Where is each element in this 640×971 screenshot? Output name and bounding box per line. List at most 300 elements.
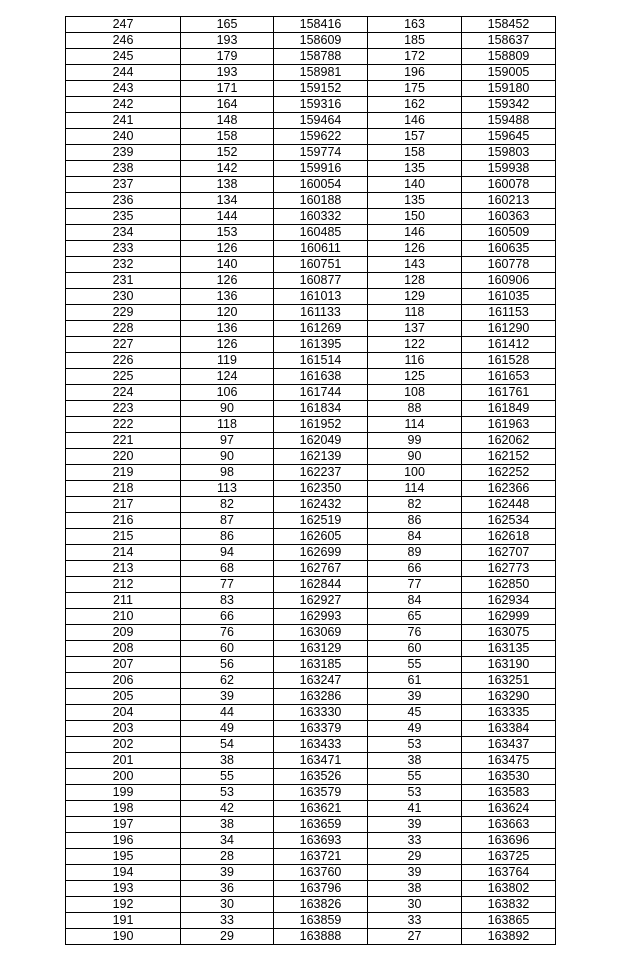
count-cell: 53	[181, 785, 274, 801]
score-cell: 192	[66, 897, 181, 913]
table-row	[66, 577, 556, 593]
count-cell-2: 146	[368, 113, 462, 129]
count-cell: 126	[181, 241, 274, 257]
table-row	[66, 225, 556, 241]
cumulative-cell-2: 159645	[462, 129, 556, 145]
score-cell: 228	[66, 321, 181, 337]
table-row	[66, 65, 556, 81]
count-cell-2: 53	[368, 785, 462, 801]
score-cell: 232	[66, 257, 181, 273]
cumulative-cell-2: 163764	[462, 865, 556, 881]
count-cell: 49	[181, 721, 274, 737]
cumulative-cell-2: 163865	[462, 913, 556, 929]
cumulative-cell: 161834	[274, 401, 368, 417]
table-row	[66, 385, 556, 401]
cumulative-cell-2: 163832	[462, 897, 556, 913]
cumulative-cell: 160611	[274, 241, 368, 257]
count-cell: 97	[181, 433, 274, 449]
cumulative-cell-2: 163335	[462, 705, 556, 721]
count-cell-2: 45	[368, 705, 462, 721]
count-cell: 142	[181, 161, 274, 177]
cumulative-cell: 162237	[274, 465, 368, 481]
count-cell: 126	[181, 337, 274, 353]
count-cell: 39	[181, 865, 274, 881]
count-cell-2: 55	[368, 769, 462, 785]
count-cell: 68	[181, 561, 274, 577]
table-row	[66, 513, 556, 529]
count-cell-2: 38	[368, 881, 462, 897]
cumulative-cell-2: 162773	[462, 561, 556, 577]
count-cell: 77	[181, 577, 274, 593]
score-cell: 220	[66, 449, 181, 465]
score-cell: 205	[66, 689, 181, 705]
score-cell: 206	[66, 673, 181, 689]
cumulative-cell-2: 163725	[462, 849, 556, 865]
count-cell: 193	[181, 65, 274, 81]
count-cell: 60	[181, 641, 274, 657]
count-cell-2: 196	[368, 65, 462, 81]
count-cell-2: 172	[368, 49, 462, 65]
count-cell-2: 77	[368, 577, 462, 593]
count-cell: 136	[181, 289, 274, 305]
cumulative-cell-2: 159488	[462, 113, 556, 129]
count-cell: 36	[181, 881, 274, 897]
cumulative-cell-2: 163696	[462, 833, 556, 849]
cumulative-cell: 163129	[274, 641, 368, 657]
count-cell-2: 143	[368, 257, 462, 273]
count-cell: 56	[181, 657, 274, 673]
score-cell: 244	[66, 65, 181, 81]
cumulative-cell: 162350	[274, 481, 368, 497]
cumulative-cell-2: 158452	[462, 17, 556, 33]
cumulative-cell: 163526	[274, 769, 368, 785]
score-cell: 221	[66, 433, 181, 449]
cumulative-cell-2: 163384	[462, 721, 556, 737]
cumulative-cell-2: 163251	[462, 673, 556, 689]
count-cell: 76	[181, 625, 274, 641]
count-cell: 44	[181, 705, 274, 721]
cumulative-cell: 163379	[274, 721, 368, 737]
table-row	[66, 785, 556, 801]
table-row	[66, 337, 556, 353]
cumulative-cell-2: 163892	[462, 929, 556, 945]
count-cell-2: 39	[368, 817, 462, 833]
count-cell-2: 84	[368, 593, 462, 609]
cumulative-cell: 163433	[274, 737, 368, 753]
score-cell: 212	[66, 577, 181, 593]
cumulative-cell: 162699	[274, 545, 368, 561]
cumulative-cell: 161952	[274, 417, 368, 433]
table-row	[66, 865, 556, 881]
cumulative-cell-2: 162618	[462, 529, 556, 545]
count-cell: 66	[181, 609, 274, 625]
cumulative-cell: 159622	[274, 129, 368, 145]
count-cell: 153	[181, 225, 274, 241]
cumulative-cell-2: 163475	[462, 753, 556, 769]
count-cell: 94	[181, 545, 274, 561]
count-cell-2: 108	[368, 385, 462, 401]
score-cell: 227	[66, 337, 181, 353]
count-cell-2: 53	[368, 737, 462, 753]
table-row	[66, 273, 556, 289]
cumulative-cell-2: 161528	[462, 353, 556, 369]
count-cell-2: 39	[368, 865, 462, 881]
count-cell-2: 49	[368, 721, 462, 737]
cumulative-cell-2: 162366	[462, 481, 556, 497]
count-cell: 38	[181, 753, 274, 769]
score-cell: 214	[66, 545, 181, 561]
score-cell: 230	[66, 289, 181, 305]
cumulative-cell-2: 162152	[462, 449, 556, 465]
table-row	[66, 897, 556, 913]
count-cell: 62	[181, 673, 274, 689]
cumulative-cell: 163659	[274, 817, 368, 833]
table-row	[66, 209, 556, 225]
count-cell-2: 82	[368, 497, 462, 513]
table-row	[66, 833, 556, 849]
cumulative-cell-2: 163437	[462, 737, 556, 753]
count-cell: 148	[181, 113, 274, 129]
table-row	[66, 497, 556, 513]
count-cell-2: 157	[368, 129, 462, 145]
cumulative-cell: 162844	[274, 577, 368, 593]
table-row	[66, 305, 556, 321]
table-row	[66, 33, 556, 49]
count-cell: 42	[181, 801, 274, 817]
table-row	[66, 657, 556, 673]
score-cell: 240	[66, 129, 181, 145]
table-row	[66, 289, 556, 305]
score-cell: 231	[66, 273, 181, 289]
cumulative-cell: 163330	[274, 705, 368, 721]
count-cell-2: 66	[368, 561, 462, 577]
count-cell: 30	[181, 897, 274, 913]
score-cell: 211	[66, 593, 181, 609]
count-cell-2: 100	[368, 465, 462, 481]
count-cell-2: 29	[368, 849, 462, 865]
score-cell: 209	[66, 625, 181, 641]
count-cell: 87	[181, 513, 274, 529]
count-cell-2: 30	[368, 897, 462, 913]
score-cell: 200	[66, 769, 181, 785]
cumulative-cell: 161269	[274, 321, 368, 337]
count-cell: 33	[181, 913, 274, 929]
cumulative-cell: 162139	[274, 449, 368, 465]
cumulative-cell: 159316	[274, 97, 368, 113]
score-cell: 237	[66, 177, 181, 193]
table-row	[66, 97, 556, 113]
table-row	[66, 609, 556, 625]
table-row	[66, 641, 556, 657]
count-cell: 138	[181, 177, 274, 193]
cumulative-cell: 162927	[274, 593, 368, 609]
cumulative-cell: 163721	[274, 849, 368, 865]
score-cell: 242	[66, 97, 181, 113]
score-cell: 196	[66, 833, 181, 849]
count-cell: 54	[181, 737, 274, 753]
score-cell: 215	[66, 529, 181, 545]
cumulative-cell: 158609	[274, 33, 368, 49]
cumulative-cell-2: 163135	[462, 641, 556, 657]
cumulative-cell: 159774	[274, 145, 368, 161]
cumulative-cell: 163621	[274, 801, 368, 817]
table-row	[66, 561, 556, 577]
table-row	[66, 769, 556, 785]
count-cell: 144	[181, 209, 274, 225]
cumulative-cell: 163069	[274, 625, 368, 641]
score-cell: 225	[66, 369, 181, 385]
table-row	[66, 145, 556, 161]
cumulative-cell: 163693	[274, 833, 368, 849]
table-row	[66, 241, 556, 257]
count-cell-2: 150	[368, 209, 462, 225]
cumulative-cell-2: 160078	[462, 177, 556, 193]
score-cell: 191	[66, 913, 181, 929]
cumulative-cell-2: 163530	[462, 769, 556, 785]
score-cell: 208	[66, 641, 181, 657]
cumulative-cell: 160485	[274, 225, 368, 241]
cumulative-cell: 158981	[274, 65, 368, 81]
count-cell: 39	[181, 689, 274, 705]
cumulative-cell: 163826	[274, 897, 368, 913]
count-cell-2: 33	[368, 913, 462, 929]
cumulative-cell: 161133	[274, 305, 368, 321]
score-cell: 238	[66, 161, 181, 177]
cumulative-cell: 159152	[274, 81, 368, 97]
score-cell: 197	[66, 817, 181, 833]
count-cell: 38	[181, 817, 274, 833]
count-cell-2: 33	[368, 833, 462, 849]
cumulative-cell-2: 163290	[462, 689, 556, 705]
cumulative-cell-2: 161412	[462, 337, 556, 353]
table-row	[66, 625, 556, 641]
cumulative-cell-2: 161290	[462, 321, 556, 337]
count-cell: 86	[181, 529, 274, 545]
score-cell: 247	[66, 17, 181, 33]
count-cell: 171	[181, 81, 274, 97]
table-row	[66, 81, 556, 97]
cumulative-cell-2: 160363	[462, 209, 556, 225]
cumulative-cell: 161013	[274, 289, 368, 305]
table-row	[66, 929, 556, 945]
cumulative-cell: 160332	[274, 209, 368, 225]
cumulative-cell-2: 159180	[462, 81, 556, 97]
score-cell: 218	[66, 481, 181, 497]
cumulative-cell-2: 160509	[462, 225, 556, 241]
cumulative-cell-2: 160213	[462, 193, 556, 209]
score-cell: 202	[66, 737, 181, 753]
count-cell-2: 38	[368, 753, 462, 769]
cumulative-cell-2: 162850	[462, 577, 556, 593]
score-cell: 233	[66, 241, 181, 257]
cumulative-cell-2: 159342	[462, 97, 556, 113]
count-cell: 152	[181, 145, 274, 161]
cumulative-cell-2: 163190	[462, 657, 556, 673]
count-cell-2: 140	[368, 177, 462, 193]
score-cell: 201	[66, 753, 181, 769]
count-cell: 165	[181, 17, 274, 33]
table-row	[66, 257, 556, 273]
count-cell-2: 125	[368, 369, 462, 385]
table-row	[66, 801, 556, 817]
score-cell: 243	[66, 81, 181, 97]
cumulative-cell-2: 160906	[462, 273, 556, 289]
score-cell: 216	[66, 513, 181, 529]
count-cell-2: 76	[368, 625, 462, 641]
cumulative-cell-2: 161035	[462, 289, 556, 305]
cumulative-cell: 163859	[274, 913, 368, 929]
count-cell: 106	[181, 385, 274, 401]
count-cell-2: 86	[368, 513, 462, 529]
cumulative-cell-2: 162534	[462, 513, 556, 529]
score-cell: 224	[66, 385, 181, 401]
cumulative-cell: 162519	[274, 513, 368, 529]
cumulative-cell-2: 162934	[462, 593, 556, 609]
cumulative-cell: 158416	[274, 17, 368, 33]
table-row	[66, 129, 556, 145]
table-row	[66, 737, 556, 753]
table-row	[66, 465, 556, 481]
count-cell: 136	[181, 321, 274, 337]
table-row	[66, 753, 556, 769]
score-cell: 207	[66, 657, 181, 673]
score-cell: 236	[66, 193, 181, 209]
count-cell: 90	[181, 401, 274, 417]
count-cell: 164	[181, 97, 274, 113]
count-cell: 83	[181, 593, 274, 609]
count-cell: 29	[181, 929, 274, 945]
cumulative-cell: 160054	[274, 177, 368, 193]
count-cell-2: 126	[368, 241, 462, 257]
cumulative-cell-2: 161963	[462, 417, 556, 433]
cumulative-cell-2: 163624	[462, 801, 556, 817]
table-row	[66, 49, 556, 65]
cumulative-cell: 162993	[274, 609, 368, 625]
count-cell: 179	[181, 49, 274, 65]
cumulative-cell: 162049	[274, 433, 368, 449]
table-row	[66, 17, 556, 33]
score-cell: 204	[66, 705, 181, 721]
count-cell-2: 39	[368, 689, 462, 705]
count-cell-2: 89	[368, 545, 462, 561]
cumulative-cell-2: 160635	[462, 241, 556, 257]
score-cell: 241	[66, 113, 181, 129]
cumulative-cell-2: 161849	[462, 401, 556, 417]
cumulative-cell: 161395	[274, 337, 368, 353]
count-cell-2: 175	[368, 81, 462, 97]
count-cell-2: 61	[368, 673, 462, 689]
count-cell-2: 116	[368, 353, 462, 369]
count-cell-2: 163	[368, 17, 462, 33]
cumulative-cell: 158788	[274, 49, 368, 65]
table-row	[66, 417, 556, 433]
cumulative-cell: 161638	[274, 369, 368, 385]
score-cell: 199	[66, 785, 181, 801]
count-cell-2: 146	[368, 225, 462, 241]
count-cell-2: 99	[368, 433, 462, 449]
score-cell: 234	[66, 225, 181, 241]
cumulative-cell-2: 160778	[462, 257, 556, 273]
cumulative-cell: 162605	[274, 529, 368, 545]
score-cell: 226	[66, 353, 181, 369]
table-row	[66, 849, 556, 865]
score-cell: 222	[66, 417, 181, 433]
cumulative-cell-2: 161153	[462, 305, 556, 321]
cumulative-cell: 163760	[274, 865, 368, 881]
cumulative-cell-2: 159803	[462, 145, 556, 161]
cumulative-cell: 159464	[274, 113, 368, 129]
cumulative-cell-2: 158637	[462, 33, 556, 49]
table-row	[66, 113, 556, 129]
count-cell-2: 129	[368, 289, 462, 305]
count-cell: 113	[181, 481, 274, 497]
count-cell-2: 162	[368, 97, 462, 113]
count-cell-2: 135	[368, 193, 462, 209]
cumulative-cell: 163247	[274, 673, 368, 689]
score-cell: 229	[66, 305, 181, 321]
cumulative-cell: 160188	[274, 193, 368, 209]
cumulative-cell: 160751	[274, 257, 368, 273]
table-row	[66, 449, 556, 465]
count-cell-2: 158	[368, 145, 462, 161]
count-cell-2: 135	[368, 161, 462, 177]
count-cell: 120	[181, 305, 274, 321]
table-row	[66, 529, 556, 545]
count-cell: 158	[181, 129, 274, 145]
cumulative-cell-2: 163802	[462, 881, 556, 897]
score-cell: 239	[66, 145, 181, 161]
score-cell: 219	[66, 465, 181, 481]
cumulative-cell: 163888	[274, 929, 368, 945]
cumulative-cell: 160877	[274, 273, 368, 289]
cumulative-cell-2: 159938	[462, 161, 556, 177]
count-cell-2: 55	[368, 657, 462, 673]
count-cell: 126	[181, 273, 274, 289]
cumulative-cell-2: 162707	[462, 545, 556, 561]
cumulative-cell-2: 158809	[462, 49, 556, 65]
score-cell: 195	[66, 849, 181, 865]
count-cell-2: 114	[368, 417, 462, 433]
count-cell: 118	[181, 417, 274, 433]
table-row	[66, 193, 556, 209]
table-row	[66, 673, 556, 689]
cumulative-cell: 162767	[274, 561, 368, 577]
score-cell: 194	[66, 865, 181, 881]
count-cell-2: 90	[368, 449, 462, 465]
table-row	[66, 593, 556, 609]
table-row	[66, 705, 556, 721]
count-cell-2: 60	[368, 641, 462, 657]
table-body	[66, 17, 556, 945]
score-cell: 245	[66, 49, 181, 65]
count-cell-2: 122	[368, 337, 462, 353]
count-cell-2: 84	[368, 529, 462, 545]
table-row	[66, 817, 556, 833]
count-cell-2: 185	[368, 33, 462, 49]
score-cell: 190	[66, 929, 181, 945]
table-row	[66, 401, 556, 417]
cumulative-cell-2: 161653	[462, 369, 556, 385]
count-cell-2: 118	[368, 305, 462, 321]
score-distribution-table	[65, 16, 556, 945]
table-row	[66, 177, 556, 193]
count-cell: 82	[181, 497, 274, 513]
cumulative-cell: 161744	[274, 385, 368, 401]
cumulative-cell-2: 163583	[462, 785, 556, 801]
table-row	[66, 161, 556, 177]
score-cell: 235	[66, 209, 181, 225]
count-cell: 28	[181, 849, 274, 865]
